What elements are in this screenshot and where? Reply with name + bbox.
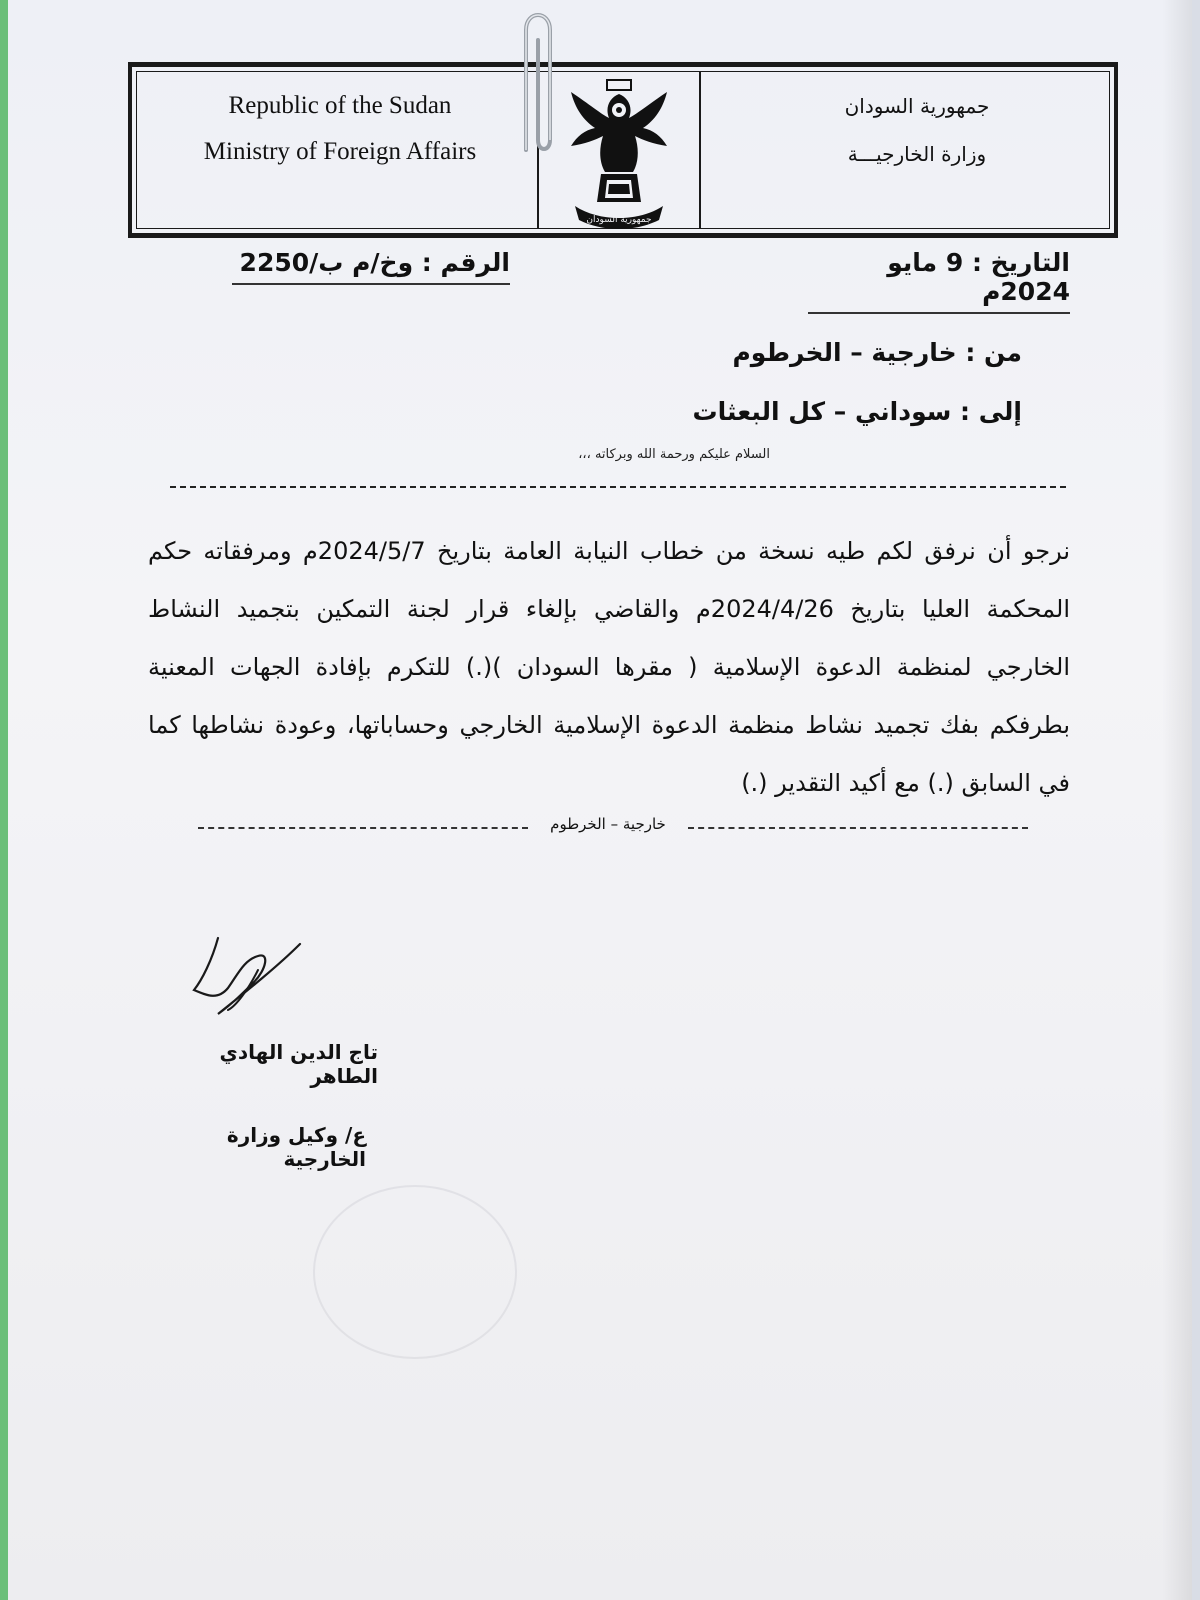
letter-body: نرجو أن نرفق لكم طيه نسخة من خطاب النيابة العامة بتاريخ 2024/5/7م ومرفقاته حكم المحكمة العليا بتاريخ 2024/4/26م والقاضي بإلغاء قرار لجنة التمكين بتجميد النشاط الخارجي لمنظمة الدعوة الإسلامية ( مقرها السودان )(.) للتكرم بإفادة الجهات المعنية بطرفكم بفك تجميد نشاط منظمة الدعوة الإسلامية الخارجي وحساباتها، وعودة نشاطها كما في السابق (.) مع أكيد التقدير (.) [148, 537, 1070, 797]
letterhead-arabic-country: جمهورية السودان [844, 94, 990, 118]
faint-stamp-shadow [313, 1185, 517, 1359]
letter-page [8, 0, 1192, 1600]
letterhead-english-ministry: Ministry of Foreign Affairs [203, 138, 477, 165]
signer-name: تاج الدين الهادي الطاهر [219, 1040, 378, 1088]
dashed-separator [170, 486, 1066, 488]
svg-text:جمهورية السودان: جمهورية السودان [586, 215, 652, 225]
secretary-bird-emblem-icon [549, 74, 689, 234]
letterhead-arabic-ministry: وزارة الخارجيـــة [847, 142, 987, 166]
signer-title: ع/ وكيل وزارة الخارجية [226, 1123, 366, 1171]
paper-clip-icon [508, 0, 568, 160]
letterhead-english-country: Republic of the Sudan [228, 92, 452, 119]
handwritten-signature [188, 930, 318, 1040]
closing-city: خارجية – الخرطوم [550, 815, 666, 833]
letter-greeting: السلام عليكم ورحمة الله وبركاته ،،، [578, 447, 770, 462]
letter-from: من : خارجية – الخرطوم [732, 338, 1022, 367]
closing-line [198, 815, 1028, 839]
letterhead [128, 62, 1118, 238]
letter-to: إلى : سوداني – كل البعثات [692, 397, 1022, 426]
letter-reference-number: الرقم : وخ/م ب/2250 [232, 248, 510, 285]
letter-date: التاريخ : 9 مايو 2024م [808, 248, 1070, 314]
